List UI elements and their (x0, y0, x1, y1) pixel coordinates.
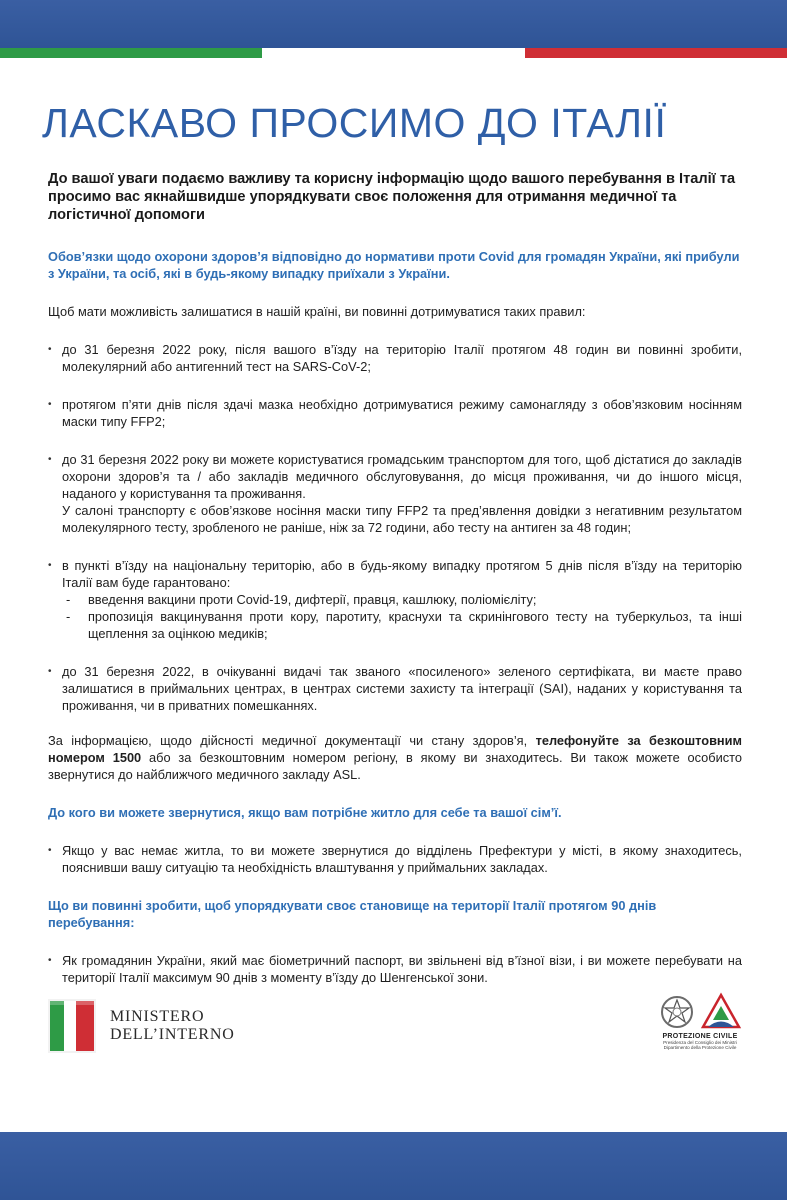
list-item: - пропозиція вакцинування проти кору, паротиту, краснухи та скринінгового тесту на туберкульоз, та інші щеплення за оцінкою медиків; (62, 608, 742, 642)
list-item: • до 31 березня 2022 року ви можете користуватися громадським транспортом для того, щоб дістатися до закладів охорони здоров’я та / або закладів медичного обслуговування, до місця проживання, чи до іншого місця, наданого у користування та проживання. У салоні транспорту є обов’язкове носіння маски типу FFP2 та пред’явлення довідки з негативним результатом молекулярного тесту, зробленого не раніше, ніж за 72 години, або тесту на антиген за 48 годин; (48, 451, 742, 536)
vaccination-list (62, 591, 742, 642)
list-item: - введення вакцини проти Covid-19, дифтерії, правця, кашлюку, поліомієліту; (62, 591, 742, 608)
ministry-logo (48, 996, 235, 1056)
covid-rules-list (48, 341, 742, 375)
list-item: • протягом п’яти днів після здачі мазка необхідно дотримуватися режиму самонагляду з обов’язковим носінням маски типу FFP2; (48, 396, 742, 430)
rules-lead: Щоб мати можливість залишатися в нашій країні, ви повинні дотримуватися таких правил: (48, 304, 586, 319)
list-item: • до 31 березня 2022, в очікуванні видачі так званого «посиленого» зеленого сертифіката, ви маєте право залишатися в приймальних центрах, в центрах системи захисту та інтеграції (SAI), наданих у користування та проживання, чи в приватних помешканнях. (48, 663, 742, 714)
intro-paragraph: До вашої уваги подаємо важливу та корисну інформацію щодо вашого перебування в Італії та просимо вас якнайшвидше упорядкувати своє положення для отримання медичної та логістичної допомоги (48, 171, 736, 223)
list-item: • Якщо у вас немає житла, то ви можете звернутися до відділень Префектури у місті, в якому знаходитесь, пояснивши вашу ситуацію та необхідність влаштування у приймальних закладах. (48, 842, 742, 876)
protezione-civile-name: PROTEZIONE CIVILE (662, 1033, 738, 1040)
main-content (48, 248, 742, 986)
section-housing-heading: До кого ви можете звернутися, якщо вам потрібне житло для себе та вашої сім’ї. (48, 805, 562, 820)
pc-subtitle-1: Presidenza del Consiglio dei Ministri (663, 1040, 737, 1045)
protezione-civile-logo (650, 992, 750, 1062)
italian-tricolor-stripe (0, 48, 787, 58)
italian-flag-icon (48, 999, 96, 1053)
italian-emblem-icon (658, 992, 696, 1032)
pc-subtitle-2: Dipartimento della Protezione Civile (663, 1045, 737, 1051)
top-banner (0, 0, 787, 48)
page-title: ЛАСКАВО ПРОСИМО ДО ІТАЛІЇ (42, 100, 667, 146)
bottom-banner (0, 1132, 787, 1200)
hotline-text: телефонуйте за безкоштовним номером 1500 (48, 733, 742, 765)
section-stay-heading: Що ви повинні зробити, щоб упорядкувати своє становище на території Італії протягом 90 днів перебування: (48, 898, 657, 930)
ministry-name-line1: MINISTERO (110, 1008, 205, 1025)
transport-note: У салоні транспорту є обов’язкове носіння маски типу FFP2 та пред’явлення довідки з негативним результатом молекулярного тесту, зробленого не раніше, ніж за 72 години, або тесту на антиген за 48 годин; (62, 503, 742, 535)
section-covid-heading: Обов’язки щодо охорони здоров’я відповідно до нормативи проти Covid для громадян України, які прибули з України, та осіб, які в будь-якому випадку приїхали з України. (48, 249, 740, 281)
list-item: • в пункті в’їзду на національну територію, або в будь-якому випадку протягом 5 днів після в’їзду на територію Італії вам буде гарантовано: - введення вакцини проти Covid-19, дифтерії, правця, кашлюку, поліомієліту; - пропозиція вакцинування проти кору, паротиту, краснухи та скринінгового тесту на туберкульоз, та інші щеплення за оцінкою медиків; (48, 557, 742, 642)
info-paragraph: За інформацією, щодо дійсності медичної документації чи стану здоров’я, телефонуйте за безкоштовним номером 1500 або за безкоштовним номером регіону, в якому ви знаходитесь. Ви також можете особисто звернутися до найближчого медичного закладу ASL. (48, 733, 742, 782)
list-item: • до 31 березня 2022 року, після вашого в’їзду на територію Італії протягом 48 годин ви повинні зробити, молекулярний або антигенний тест на SARS-CoV-2; (48, 341, 742, 375)
ministry-name-line2: DELL’INTERNO (110, 1026, 235, 1043)
civil-protection-icon (700, 992, 742, 1032)
list-item: • Як громадянин України, який має біометричний паспорт, ви звільнені від в’їзної візи, і ви можете перебувати на території Італії максимум 90 днів з моменту в’їзду до Шенгенської зони. (48, 952, 742, 986)
